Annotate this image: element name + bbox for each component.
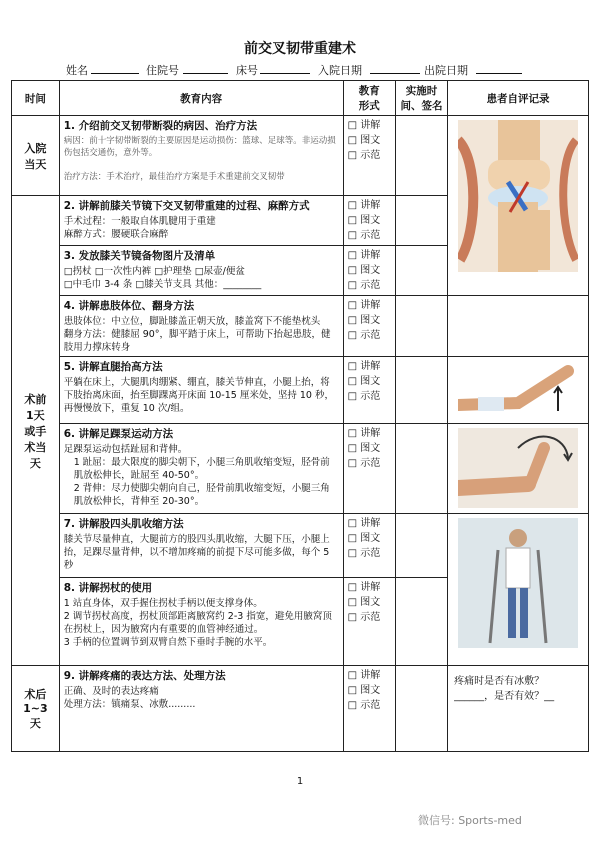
ankle-pump-image	[458, 428, 578, 508]
section-text: 翻身方法：健膝屈 90°，脚平踏于床上，可帮助下抬起患肢，健肢用力撑床转身	[63, 329, 331, 353]
bed-label: 床号	[236, 64, 258, 77]
straight-leg-raise-image	[458, 361, 578, 419]
admit-date-blank	[370, 62, 420, 74]
bed-blank	[260, 62, 310, 74]
section-text: 膝关节尽量伸直，大腿前方的股四头肌收缩，大腿下压，小腿上抬，足踝尽量背伸，以不增加疼痛的前提下尽可能多做，每个 5 秒	[63, 534, 330, 571]
page-number: 1	[296, 776, 304, 787]
table-row	[12, 116, 589, 196]
methods-cell	[343, 246, 395, 296]
section-text: 手术过程：一般取自体肌腱用于重建	[63, 216, 216, 227]
method-graphic-checkbox[interactable]: □ 图文	[347, 135, 381, 146]
method-demo-checkbox[interactable]: □ 示范	[347, 150, 381, 161]
section-heading: 6. 讲解足踝泵运动方法	[63, 428, 174, 440]
section-text: □拐杖 □一次性内裤 □护理垫 □尿壶/便盆	[63, 266, 245, 277]
section-heading: 1. 介绍前交叉韧带断裂的病因、治疗方法	[63, 120, 258, 132]
knee-anatomy-image	[458, 120, 578, 272]
table-row	[12, 514, 589, 578]
admission-no-blank	[183, 62, 228, 74]
section-text: 治疗方法：手术治疗，最佳治疗方案是手术重建前交叉韧带	[63, 172, 285, 182]
pain-ice-question: 疼痛时是否有冰敷？______，是否有效？__	[454, 676, 555, 702]
sign-cell[interactable]	[395, 116, 447, 196]
method-demo-checkbox[interactable]: □ 示范	[347, 391, 381, 402]
method-graphic-checkbox[interactable]: □ 图文	[347, 443, 381, 454]
wechat-watermark: 微信号: Sports-med	[418, 814, 522, 827]
section-text: 患肢体位：中立位，脚趾膝盖正朝天放，膝盖窝下不能垫枕头	[63, 316, 321, 327]
methods-cell	[343, 196, 395, 246]
method-graphic-checkbox[interactable]: □ 图文	[347, 215, 381, 226]
time-post-op-days: 术后 1~3 天	[12, 666, 60, 752]
section-heading: 8. 讲解拐杖的使用	[63, 582, 153, 594]
header-self-eval: 患者自评记录	[448, 81, 589, 116]
methods-cell	[343, 666, 395, 752]
section-heading: 9. 讲解疼痛的表达方法、处理方法	[63, 670, 226, 682]
method-demo-checkbox[interactable]: □ 示范	[347, 330, 381, 341]
section-4	[59, 296, 343, 357]
method-explain-checkbox[interactable]: □ 讲解	[347, 518, 381, 529]
section-heading: 4. 讲解患肢体位、翻身方法	[63, 300, 195, 312]
method-explain-checkbox[interactable]: □ 讲解	[347, 300, 381, 311]
method-graphic-checkbox[interactable]: □ 图文	[347, 315, 381, 326]
discharge-date-label: 出院日期	[424, 64, 468, 77]
section-text: 处理方法：镇痛泵、冰敷.........	[63, 699, 196, 710]
method-explain-checkbox[interactable]: □ 讲解	[347, 670, 381, 681]
method-demo-checkbox[interactable]: □ 示范	[347, 612, 381, 623]
section-text: □中毛巾 3-4 条 □膝关节支具 其他：________	[63, 279, 262, 290]
section-2	[59, 196, 343, 246]
method-explain-checkbox[interactable]: □ 讲解	[347, 250, 381, 261]
sign-cell[interactable]	[395, 514, 447, 578]
header-content: 教育内容	[59, 81, 343, 116]
section-heading: 7. 讲解股四头肌收缩方法	[63, 518, 184, 530]
section-text: 足踝泵运动包括趾屈和背伸。	[63, 444, 188, 455]
document-title: 前交叉韧带重建术	[244, 41, 356, 57]
sign-cell[interactable]	[395, 246, 447, 296]
methods-cell	[343, 578, 395, 666]
section-text: 3 手柄的位置调节到双臂自然下垂时手腕的水平。	[63, 637, 273, 648]
section-6	[59, 424, 343, 514]
methods-cell	[343, 514, 395, 578]
self-eval-cell	[448, 514, 589, 666]
header-row	[12, 81, 589, 116]
section-8	[59, 578, 343, 666]
education-table	[11, 80, 589, 752]
section-heading: 2. 讲解前膝关节镜下交叉韧带重建的过程、麻醉方式	[63, 200, 310, 212]
table-row	[12, 424, 589, 514]
self-eval-cell	[448, 424, 589, 514]
method-graphic-checkbox[interactable]: □ 图文	[347, 533, 381, 544]
section-9	[59, 666, 343, 752]
section-text: 2 背伸：尽力使脚尖朝向自己，胫骨前肌收缩变短，小腿三角肌放松伸长，背伸至 20-30°。	[73, 483, 330, 507]
sign-cell[interactable]	[395, 196, 447, 246]
sign-cell[interactable]	[395, 578, 447, 666]
methods-cell	[343, 424, 395, 514]
header-time: 时间	[12, 81, 60, 116]
section-heading: 5. 讲解直腿抬高方法	[63, 361, 163, 373]
header-sign: 实施时 间、签名	[395, 81, 447, 116]
sign-cell[interactable]	[395, 357, 447, 424]
method-demo-checkbox[interactable]: □ 示范	[347, 280, 381, 291]
header-form: 教育 形式	[343, 81, 395, 116]
sign-cell[interactable]	[395, 666, 447, 752]
self-eval-cell[interactable]	[448, 296, 589, 357]
method-graphic-checkbox[interactable]: □ 图文	[347, 597, 381, 608]
method-explain-checkbox[interactable]: □ 讲解	[347, 428, 381, 439]
method-graphic-checkbox[interactable]: □ 图文	[347, 265, 381, 276]
admission-no-label: 住院号	[146, 64, 179, 77]
methods-cell	[343, 357, 395, 424]
section-text: 2 调节拐杖高度，拐杖顶部距离腋窝约 2-3 指宽，避免用腋窝顶在拐杖上，因为腋窝内有重要的血管神经通过。	[63, 611, 332, 635]
section-text: 正确、及时的表达疼痛	[63, 686, 159, 697]
sign-cell[interactable]	[395, 424, 447, 514]
sign-cell[interactable]	[395, 296, 447, 357]
method-demo-checkbox[interactable]: □ 示范	[347, 548, 381, 559]
discharge-date-blank	[476, 62, 522, 74]
methods-cell	[343, 116, 395, 196]
section-text: 平躺在床上，大腿肌肉绷紧、绷直，膝关节伸直，小腿上抬，将下肢抬离床面，抬至脚踝离开床面 10-15 厘米处，坚持 10 秒，再慢慢放下，重复 10 次/组。	[63, 377, 334, 414]
table-row	[12, 666, 589, 752]
crutch-use-image	[458, 518, 578, 648]
section-5	[59, 357, 343, 424]
time-pre-op-day: 术前 1天 或手 术当 天	[12, 196, 60, 666]
name-blank	[91, 62, 139, 74]
table-row	[12, 357, 589, 424]
method-explain-checkbox[interactable]: □ 讲解	[347, 120, 381, 131]
self-eval-cell[interactable]	[448, 666, 589, 752]
method-graphic-checkbox[interactable]: □ 图文	[347, 376, 381, 387]
name-label: 姓名	[66, 64, 88, 77]
admit-date-label: 入院日期	[318, 64, 362, 77]
section-text: 1 趾屈：最大限度的脚尖朝下，小腿三角肌收缩变短，胫骨前肌放松伸长，趾屈至 40-50°。	[73, 457, 330, 481]
section-text: 麻醉方式：腰硬联合麻醉	[63, 229, 169, 240]
method-demo-checkbox[interactable]: □ 示范	[347, 458, 381, 469]
section-3	[59, 246, 343, 296]
method-demo-checkbox[interactable]: □ 示范	[347, 230, 381, 241]
section-text: 1 站直身体，双手握住拐杖手柄以便支撑身体。	[63, 598, 263, 609]
section-text: 病因：前十字韧带断裂的主要原因是运动损伤：篮球、足球等。非运动损伤包括交通伤，意外等。	[63, 136, 336, 158]
time-admission-day: 入院 当天	[12, 116, 60, 196]
method-graphic-checkbox[interactable]: □ 图文	[347, 685, 381, 696]
self-eval-cell	[448, 116, 589, 296]
section-heading: 3. 发放膝关节镜备物图片及清单	[63, 250, 216, 262]
method-explain-checkbox[interactable]: □ 讲解	[347, 582, 381, 593]
method-explain-checkbox[interactable]: □ 讲解	[347, 361, 381, 372]
method-demo-checkbox[interactable]: □ 示范	[347, 700, 381, 711]
table-row	[12, 296, 589, 357]
section-1	[59, 116, 343, 196]
method-explain-checkbox[interactable]: □ 讲解	[347, 200, 381, 211]
self-eval-cell	[448, 357, 589, 424]
section-7	[59, 514, 343, 578]
methods-cell	[343, 296, 395, 357]
